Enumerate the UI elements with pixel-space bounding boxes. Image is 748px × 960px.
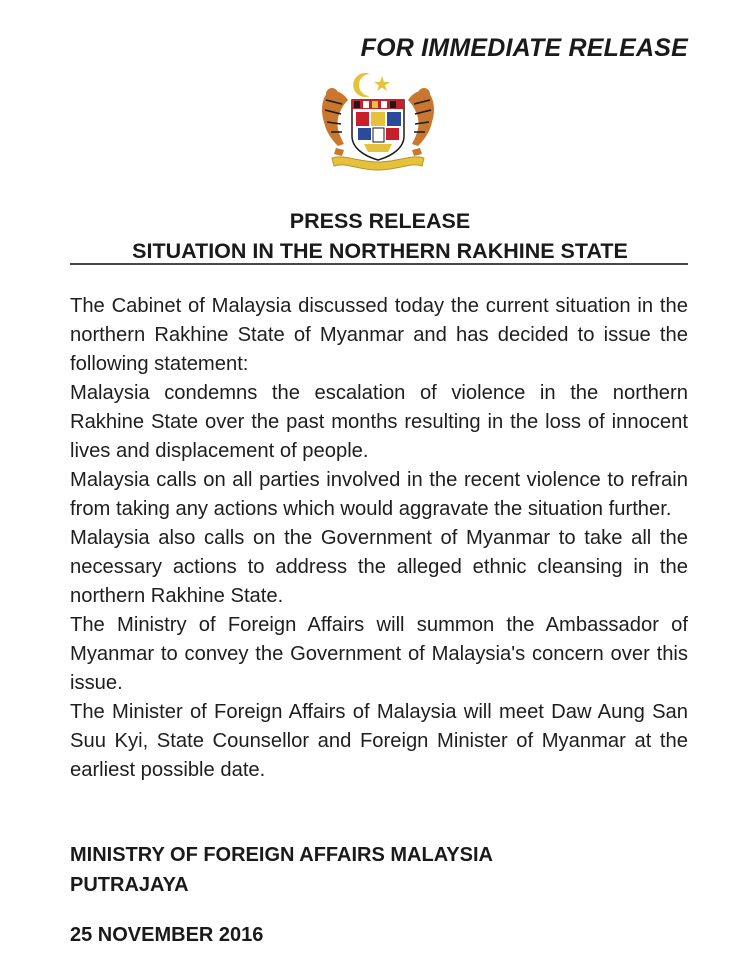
release-tag: FOR IMMEDIATE RELEASE — [360, 34, 688, 62]
paragraph: The Cabinet of Malaysia discussed today the current situation in the northern Rakhine State of Myanmar and has decided to issue the following statement: — [70, 295, 688, 375]
paragraph: The Minister of Foreign Affairs of Malaysia will meet Daw Aung San Suu Kyi, State Counsellor and Foreign Minister of Myanmar at the earliest possible date. — [70, 701, 688, 781]
header-title: PRESS RELEASE — [289, 209, 471, 233]
right-tiger-icon — [408, 88, 434, 156]
paragraph: Malaysia also calls on the Government of Myanmar to take all the necessary actions to address the alleged ethnic cleansing in the northern Rakhine State. — [70, 527, 688, 607]
header-subtitle: SITUATION IN THE NORTHERN RAKHINE STATE — [132, 239, 628, 263]
paragraph: Malaysia condemns the escalation of violence in the northern Rakhine State over the past months resulting in the loss of innocent lives and displacement of people. — [70, 382, 688, 462]
malaysia-coat-of-arms-icon — [314, 70, 442, 174]
crescent-star-icon — [353, 73, 390, 97]
shield-icon — [352, 100, 404, 160]
body-text — [70, 292, 688, 785]
header-underline — [70, 263, 688, 265]
signature-block — [70, 840, 493, 900]
paragraph: Malaysia calls on all parties involved in the recent violence to refrain from taking any actions which would aggravate the situation further. — [70, 469, 688, 520]
paragraph: The Ministry of Foreign Affairs will summon the Ambassador of Myanmar to convey the Government of Malaysia's concern over this issue. — [70, 614, 688, 694]
signature-ministry: MINISTRY OF FOREIGN AFFAIRS MALAYSIA — [70, 844, 493, 866]
release-date: 25 NOVEMBER 2016 — [70, 924, 264, 946]
signature-location: PUTRAJAYA — [70, 874, 189, 896]
header-block — [70, 206, 690, 266]
left-tiger-icon — [322, 88, 348, 156]
